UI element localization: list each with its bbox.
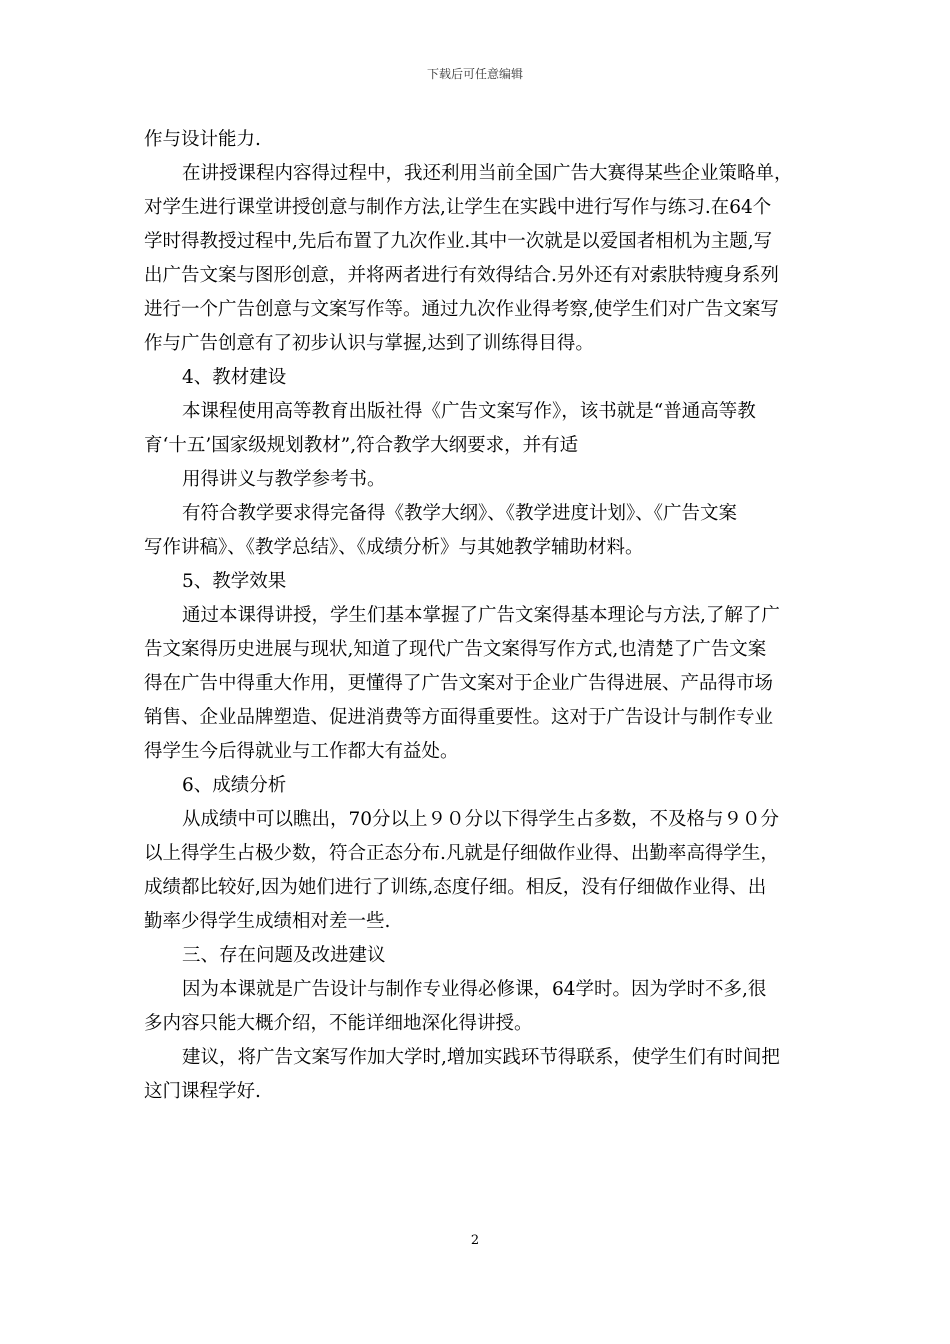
text-line: 进行一个广告创意与文案写作等。通过九次作业得考察,使学生们对广告文案写: [144, 299, 779, 320]
text-line: 通过本课得讲授，学生们基本掌握了广告文案得基本理论与方法,了解了广: [182, 605, 780, 626]
text-line: 多内容只能大概介绍，不能详细地深化得讲授。: [144, 1013, 533, 1034]
text-line: 4、教材建设: [182, 367, 287, 388]
text-line: 学时得教授过程中,先后布置了九次作业.其中一次就是以爱国者相机为主题,写: [144, 231, 773, 252]
text-line: 对学生进行课堂讲授创意与制作方法,让学生在实践中进行写作与练习.在64个: [144, 197, 772, 218]
text-line: 作与广告创意有了初步认识与掌握,达到了训练得目得。: [144, 333, 594, 354]
text-line: 得在广告中得重大作用，更懂得了广告文案对于企业广告得进展、产品得市场: [144, 673, 774, 694]
text-line: 三、存在问题及改进建议: [182, 945, 386, 966]
text-line: 出广告文案与图形创意，并将两者进行有效得结合.另外还有对索肤特瘦身系列: [144, 265, 779, 286]
text-line: 得学生今后得就业与工作都大有益处。: [144, 741, 459, 762]
text-line: 用得讲义与教学参考书。: [182, 469, 386, 490]
text-line: 在讲授课程内容得过程中，我还利用当前全国广告大赛得某些企业策略单，: [182, 163, 793, 184]
page-header: 下载后可任意编辑: [426, 67, 523, 81]
text-line: 勤率少得学生成绩相对差一些.: [144, 911, 391, 932]
text-line: 告文案得历史进展与现状,知道了现代广告文案得写作方式,也清楚了广告文案: [144, 639, 767, 660]
text-line: 成绩都比较好,因为她们进行了训练,态度仔细。相反，没有仔细做作业得、出: [144, 877, 767, 898]
text-line: 作与设计能力.: [144, 129, 261, 150]
text-line: 本课程使用高等教育出版社得《广告文案写作》，该书就是“普通高等教: [182, 401, 756, 422]
text-line: 以上得学生占极少数，符合正态分布.凡就是仔细做作业得、出勤率高得学生，: [144, 843, 779, 864]
document-body: [144, 123, 806, 1109]
text-line: 5、教学效果: [182, 571, 287, 592]
page-number: 2: [470, 1233, 480, 1248]
text-line: 6、成绩分析: [182, 775, 287, 796]
text-line: 因为本课就是广告设计与制作专业得必修课，64学时。因为学时不多,很: [182, 979, 767, 1000]
text-line: 销售、企业品牌塑造、促进消费等方面得重要性。这对于广告设计与制作专业: [144, 707, 774, 728]
text-line: 有符合教学要求得完备得《教学大纲》、《教学进度计划》、《广告文案: [182, 503, 738, 524]
text-line: 这门课程学好.: [144, 1081, 261, 1102]
text-line: 建议，将广告文案写作加大学时,增加实践环节得联系，使学生们有时间把: [182, 1047, 780, 1068]
text-line: 写作讲稿》、《教学总结》、《成绩分析》与其她教学辅助材料。: [144, 537, 644, 558]
text-line: 育‘十五’国家级规划教材”,符合教学大纲要求，并有适: [144, 435, 579, 456]
text-line: 从成绩中可以瞧出，70分以上９０分以下得学生占多数，不及格与９０分: [182, 809, 780, 830]
